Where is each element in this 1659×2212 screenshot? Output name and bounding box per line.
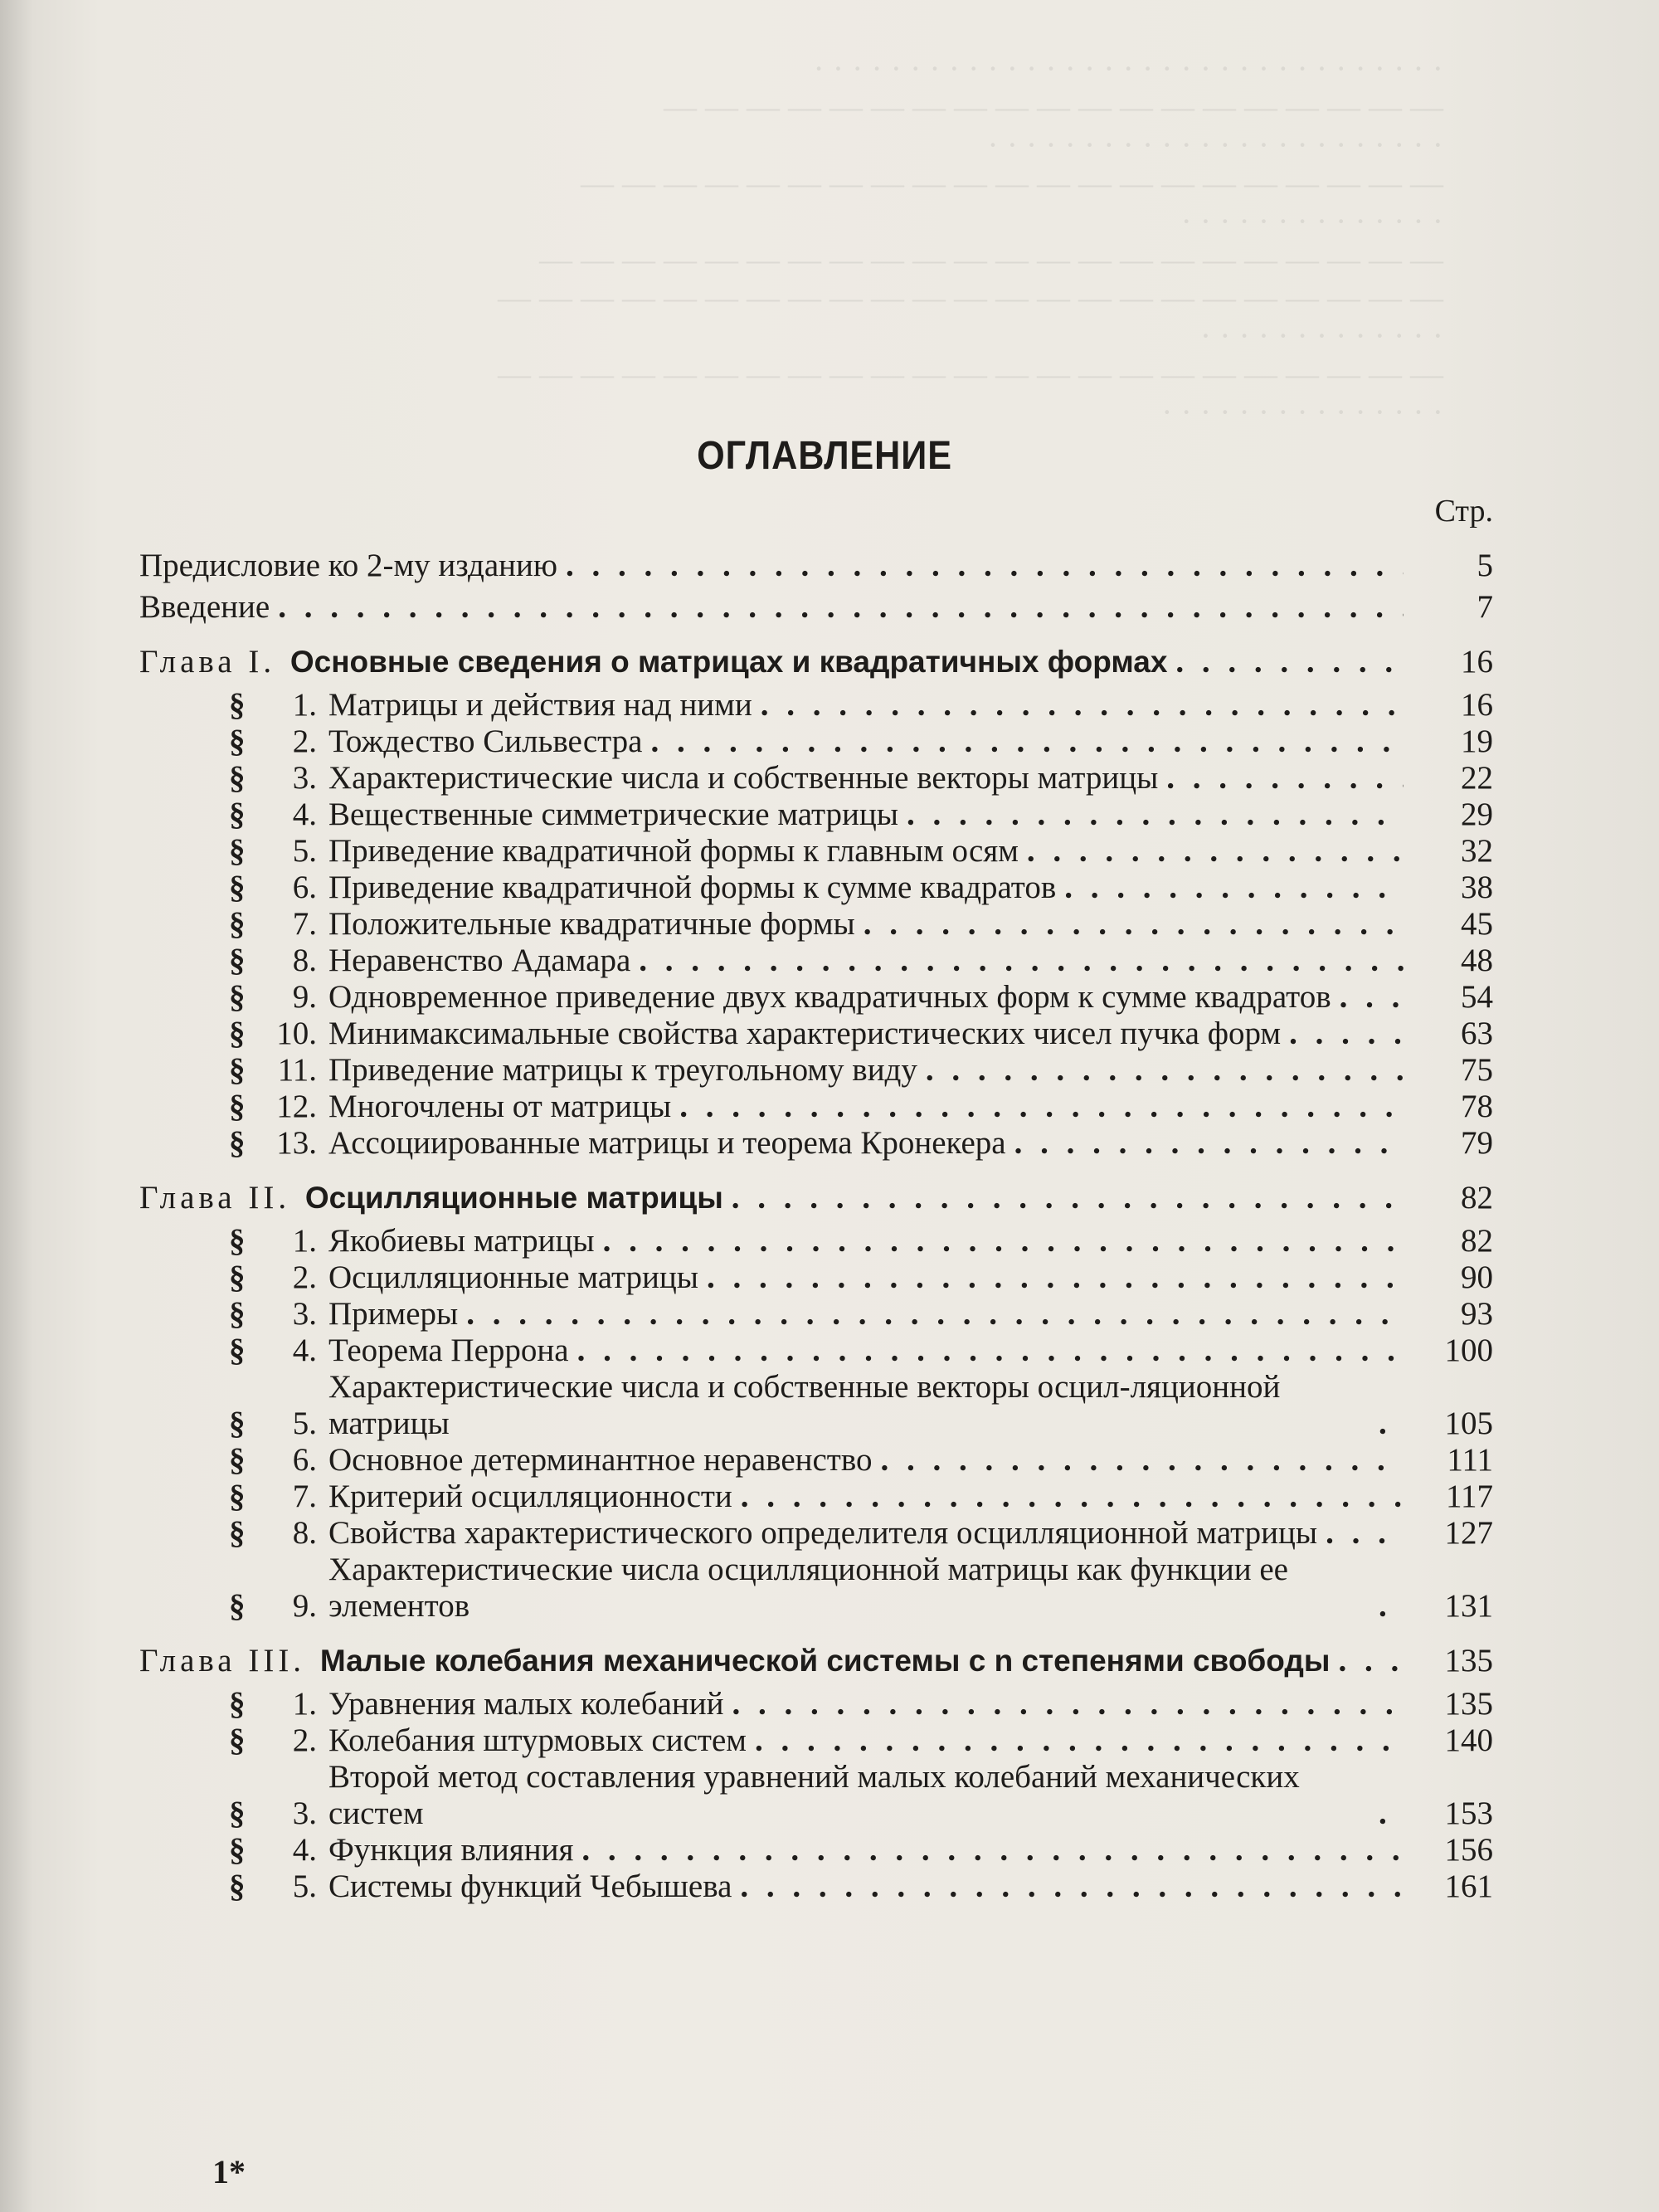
section-title: Второй метод составления уравнений малых колебаний механических систем [328, 1759, 1300, 1831]
section-title: Осцилляционные матрицы [328, 1259, 699, 1295]
toc-section[interactable] [139, 1442, 1493, 1479]
toc-section[interactable] [139, 1552, 1493, 1625]
page-number: 7 [1477, 589, 1493, 625]
toc-section[interactable] [139, 833, 1493, 870]
toc-section[interactable] [139, 1089, 1493, 1125]
entry-text: Введение [139, 589, 270, 625]
bleed-through-text: · · · · · · · · · · · · · · · · · · · · · · · · · · · · · · · · · — — — — — — — — — — — — — — — — — — — · · · · · · · · · · · · · · · · · · · · · · · · — — — — — — — — — — — — — — — — — — — — — · · · · · · · · · · · · · · — — — — — — — — — — — — — — — — — — — — — — — — — — — — — — — — — — — — — — — — — — — — — · · · · · · · · · · · · · — — — — — — — — — — — — — — — — — — — — — — — · · · · · · · · · · · · · · · [498, 50, 1443, 431]
section-number: 7. [292, 906, 317, 942]
chapter-title: Основные сведения о матрицах и квадратичных формах [289, 645, 1168, 679]
toc-chapter-3[interactable] [139, 1643, 1493, 1679]
section-sign: § [229, 1832, 246, 1868]
section-sign: § [229, 1296, 246, 1332]
section-number: 1. [292, 687, 317, 723]
page-number: 45 [1461, 906, 1493, 942]
section-sign: § [229, 1869, 246, 1904]
page-number: 38 [1461, 870, 1493, 905]
section-title: Одновременное приведение двух квадратичных форм к сумме квадратов [328, 979, 1331, 1015]
section-number: 9. [292, 1588, 317, 1624]
page-number: 161 [1444, 1869, 1493, 1904]
section-sign: § [229, 1223, 246, 1259]
section-number: 12. [276, 1089, 317, 1124]
section-number: 1. [292, 1686, 317, 1722]
table-of-contents [139, 548, 1493, 1905]
dot-leader [864, 906, 1404, 943]
signature-mark: 1* [212, 2153, 246, 2190]
dot-leader [1014, 1125, 1404, 1162]
dot-leader [1027, 833, 1404, 870]
dot-leader [1064, 870, 1404, 906]
toc-section[interactable] [139, 1686, 1493, 1722]
section-title: Положительные квадратичные формы [328, 906, 855, 942]
section-title: Якобиевы матрицы [328, 1223, 595, 1259]
section-title: Характеристические числа и собственные векторы матрицы [328, 760, 1159, 796]
page-number: 16 [1461, 644, 1493, 680]
dot-leader [603, 1223, 1404, 1259]
section-sign: § [229, 1722, 246, 1758]
section-sign: § [229, 979, 246, 1015]
dot-leader [1379, 1406, 1404, 1442]
page-number: 82 [1461, 1223, 1493, 1259]
section-number: 4. [292, 1832, 317, 1868]
dot-leader [741, 1479, 1404, 1515]
section-sign: § [229, 1259, 246, 1295]
section-number: 5. [292, 1406, 317, 1441]
toc-section[interactable] [139, 1259, 1493, 1296]
dot-leader [755, 1722, 1404, 1759]
section-sign: § [229, 1442, 246, 1478]
dot-leader [732, 1180, 1404, 1216]
dot-leader [1340, 979, 1404, 1016]
section-number: 1. [292, 1223, 317, 1259]
section-title: Минимаксимальные свойства характеристических чисел пучка форм [328, 1016, 1282, 1051]
toc-section[interactable] [139, 1016, 1493, 1052]
section-title: Уравнения малых колебаний [328, 1686, 724, 1722]
toc-section[interactable] [139, 1223, 1493, 1259]
section-sign: § [229, 724, 246, 759]
page-number: 127 [1444, 1515, 1493, 1551]
dot-leader [1175, 644, 1404, 680]
section-title: Приведение квадратичной формы к главным осям [328, 833, 1019, 869]
page-number: 153 [1444, 1795, 1493, 1831]
toc-chapter-1[interactable] [139, 644, 1493, 680]
page-number: 90 [1461, 1259, 1493, 1295]
toc-section[interactable] [139, 1125, 1493, 1162]
toc-section[interactable] [139, 943, 1493, 979]
dot-leader [1379, 1795, 1404, 1832]
page-number: 22 [1461, 760, 1493, 796]
section-title: Характеристические числа осцилляционной матрицы как функции ее элементов [328, 1552, 1288, 1624]
page-number: 5 [1477, 548, 1493, 583]
section-title: Свойства характеристического определителя осцилляционной матрицы [328, 1515, 1318, 1551]
toc-section[interactable] [139, 906, 1493, 943]
dot-leader [577, 1333, 1404, 1369]
page-number: 135 [1444, 1686, 1493, 1722]
section-number: 8. [292, 943, 317, 978]
page-number: 135 [1444, 1643, 1493, 1678]
section-number: 5. [292, 833, 317, 869]
section-title: Тождество Сильвестра [328, 724, 643, 759]
dot-leader [650, 724, 1404, 760]
section-number: 4. [292, 1333, 317, 1368]
page-number: 29 [1461, 797, 1493, 832]
section-number: 13. [276, 1125, 317, 1161]
section-number: 2. [292, 1259, 317, 1295]
page-number: 75 [1461, 1052, 1493, 1088]
section-number: 8. [292, 1515, 317, 1551]
toc-entry-preface[interactable] [139, 548, 1493, 584]
page-number: 82 [1461, 1180, 1493, 1216]
page-number: 16 [1461, 687, 1493, 723]
toc-section[interactable] [139, 1759, 1493, 1832]
toc-section[interactable] [139, 870, 1493, 906]
page-number: 93 [1461, 1296, 1493, 1332]
chapter-label: Глава III. [139, 1643, 306, 1678]
dot-leader [581, 1832, 1404, 1869]
dot-leader [466, 1296, 1404, 1333]
section-title: Колебания штурмовых систем [328, 1722, 747, 1758]
dot-leader [761, 687, 1404, 724]
section-number: 2. [292, 1722, 317, 1758]
toc-entry-introduction[interactable] [139, 589, 1493, 626]
page-number: 100 [1444, 1333, 1493, 1368]
dot-leader [278, 589, 1404, 626]
section-number: 2. [292, 724, 317, 759]
section-number: 3. [292, 1296, 317, 1332]
section-title: Вещественные симметрические матрицы [328, 797, 898, 832]
section-sign: § [229, 1515, 246, 1551]
dot-leader [732, 1686, 1404, 1722]
section-sign: § [229, 1406, 246, 1441]
page-number: 156 [1444, 1832, 1493, 1868]
page-number: 54 [1461, 979, 1493, 1015]
section-sign: § [229, 870, 246, 905]
toc-section[interactable] [139, 797, 1493, 833]
section-sign: § [229, 797, 246, 832]
dot-leader [1379, 1588, 1404, 1625]
toc-section[interactable] [139, 1369, 1493, 1442]
dot-leader [881, 1442, 1404, 1479]
section-number: 10. [276, 1016, 317, 1051]
section-sign: § [229, 1333, 246, 1368]
chapter-title: Малые колебания механической системы с n степенями свободы [319, 1644, 1331, 1678]
toc-section[interactable] [139, 979, 1493, 1016]
toc-section[interactable] [139, 1832, 1493, 1869]
section-title: Критерий осцилляционности [328, 1479, 732, 1514]
section-sign: § [229, 1479, 246, 1514]
toc-section[interactable] [139, 1333, 1493, 1369]
section-number: 3. [292, 760, 317, 796]
section-sign: § [229, 760, 246, 796]
section-title: Приведение матрицы к треугольному виду [328, 1052, 917, 1088]
section-sign: § [229, 906, 246, 942]
chapter-label: Глава I. [139, 644, 276, 680]
section-sign: § [229, 1686, 246, 1722]
spine-shadow [0, 0, 33, 2212]
toc-section[interactable] [139, 1722, 1493, 1759]
section-number: 5. [292, 1869, 317, 1904]
section-title: Матрицы и действия над ними [328, 687, 752, 723]
dot-leader [1326, 1515, 1404, 1552]
section-number: 6. [292, 1442, 317, 1478]
section-title: Теорема Перрона [328, 1333, 569, 1368]
page-number: 105 [1444, 1406, 1493, 1441]
dot-leader [926, 1052, 1404, 1089]
dot-leader [679, 1089, 1404, 1125]
toc-section[interactable] [139, 724, 1493, 760]
dot-leader [1289, 1016, 1404, 1052]
section-sign: § [229, 1795, 246, 1831]
dot-leader [1166, 760, 1404, 797]
dot-leader [907, 797, 1404, 833]
section-title: Основное детерминантное неравенство [328, 1442, 873, 1478]
section-sign: § [229, 1089, 246, 1124]
section-number: 9. [292, 979, 317, 1015]
toc-section[interactable] [139, 1515, 1493, 1552]
page-number: 131 [1444, 1588, 1493, 1624]
page-number: 48 [1461, 943, 1493, 978]
toc-section[interactable] [139, 1052, 1493, 1089]
toc-section[interactable] [139, 687, 1493, 724]
chapter-title: Осцилляционные матрицы [304, 1181, 723, 1215]
section-number: 6. [292, 870, 317, 905]
section-title: Примеры [328, 1296, 459, 1332]
section-sign: § [229, 1052, 246, 1088]
section-number: 7. [292, 1479, 317, 1514]
section-title: Многочлены от матрицы [328, 1089, 672, 1124]
section-number: 3. [292, 1795, 317, 1831]
toc-section[interactable] [139, 760, 1493, 797]
section-number: 4. [292, 797, 317, 832]
section-title: Функция влияния [328, 1832, 574, 1868]
section-title: Приведение квадратичной формы к сумме квадратов [328, 870, 1057, 905]
section-sign: § [229, 1588, 246, 1624]
page-number: 111 [1447, 1442, 1493, 1478]
dot-leader [566, 548, 1404, 584]
section-title: Неравенство Адамара [328, 943, 631, 978]
section-sign: § [229, 1016, 246, 1051]
page-number: 140 [1444, 1722, 1493, 1758]
page-number: 79 [1461, 1125, 1493, 1161]
dot-leader [639, 943, 1404, 979]
toc-section[interactable] [139, 1479, 1493, 1515]
dot-leader [740, 1869, 1404, 1905]
page-title: ОГЛАВЛЕНИЕ [697, 434, 952, 478]
section-sign: § [229, 1125, 246, 1161]
page-number: 78 [1461, 1089, 1493, 1124]
page-number: 117 [1445, 1479, 1493, 1514]
section-sign: § [229, 833, 246, 869]
page-column-header: Стр. [1434, 494, 1493, 529]
section-title: Системы функций Чебышева [328, 1869, 732, 1904]
page-number: 32 [1461, 833, 1493, 869]
page-number: 19 [1461, 724, 1493, 759]
page-number: 63 [1461, 1016, 1493, 1051]
toc-section[interactable] [139, 1869, 1493, 1905]
section-title: Ассоциированные матрицы и теорема Кронекера [328, 1125, 1006, 1161]
section-title: Характеристические числа и собственные векторы осцил-ляционной матрицы [328, 1369, 1281, 1441]
toc-chapter-2[interactable] [139, 1180, 1493, 1216]
chapter-label: Глава II. [139, 1180, 291, 1216]
section-sign: § [229, 943, 246, 978]
dot-leader [1338, 1643, 1404, 1679]
toc-section[interactable] [139, 1296, 1493, 1333]
section-number: 11. [277, 1052, 317, 1088]
dot-leader [707, 1259, 1404, 1296]
section-sign: § [229, 687, 246, 723]
entry-text: Предисловие ко 2-му изданию [139, 548, 558, 583]
